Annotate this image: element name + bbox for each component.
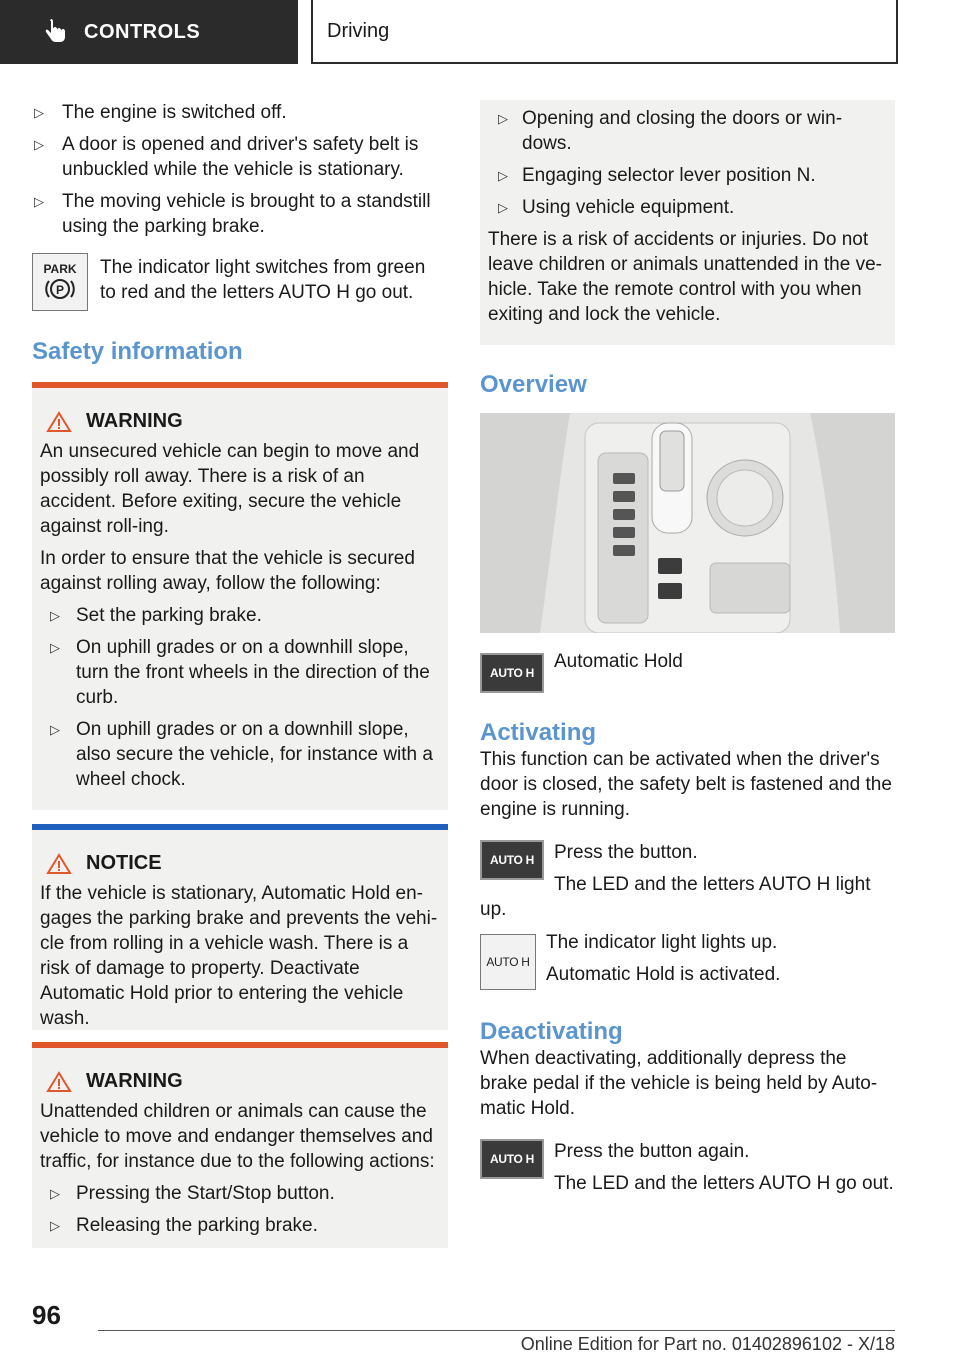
deactivating-step	[480, 1139, 895, 1219]
automatic-hold-row	[480, 653, 895, 693]
triangle-bullet-icon: ▷	[50, 608, 60, 623]
indicator-line-2: Automatic Hold is activated.	[546, 964, 781, 985]
activating-heading: Activating	[480, 719, 597, 746]
indicator-row	[480, 934, 895, 994]
automatic-hold-caption: Automatic Hold	[554, 651, 683, 672]
triangle-bullet-icon: ▷	[50, 722, 60, 737]
section-title: CONTROLS	[84, 20, 201, 43]
list-item: ▷ On uphill grades or on a downhill slope, also secure the vehicle, for instance with a wheel chock.	[50, 719, 433, 790]
footer-edition: Online Edition for Part no. 01402896102 - X/18	[520, 1334, 895, 1354]
activating-step-2: The LED and the letters AUTO H light up.	[480, 874, 871, 920]
warning-list	[40, 603, 440, 792]
triangle-bullet-icon: ▷	[498, 168, 508, 183]
list-item: ▷ Pressing the Start/Stop button.	[50, 1183, 335, 1204]
auto-h-button-icon: AUTO H	[480, 1139, 544, 1179]
overview-heading: Overview	[480, 371, 587, 398]
list-item: ▷ Opening and closing the doors or win-dows.	[498, 108, 843, 154]
list-item: ▷ Releasing the parking brake.	[50, 1215, 318, 1236]
right-column	[480, 100, 895, 1219]
warning-title: WARNING	[86, 410, 183, 432]
safety-information-heading: Safety information	[32, 338, 243, 365]
list-item: ▷ Using vehicle equipment.	[498, 197, 735, 218]
footer-divider	[98, 1330, 895, 1331]
warning-triangle-icon	[46, 1071, 72, 1093]
warning-paragraph: An unsecured vehicle can begin to move and possibly roll away. There is a risk of an accident. Before exiting, secure the vehicle against roll-ing.	[40, 441, 420, 537]
warning-paragraph: Unattended children or animals can cause the vehicle to move and endanger themselves and traffic, for instance due to the following actions:	[40, 1101, 435, 1172]
triangle-bullet-icon: ▷	[50, 1218, 60, 1233]
deactivating-step-1: Press the button again.	[554, 1141, 750, 1162]
notice-paragraph: If the vehicle is stationary, Automatic Hold en-gages the parking brake and prevents the vehi-cle from rolling in a vehicle wash. There is a risk of damage to property. Deactivate Automatic Hold prior to entering the vehicle wash.	[40, 883, 438, 1029]
center-console-image	[480, 413, 895, 633]
triangle-bullet-icon: ▷	[34, 137, 44, 152]
park-indicator-row	[32, 253, 448, 312]
svg-text:P: P	[55, 283, 65, 297]
hand-pointer-icon	[42, 19, 68, 45]
auto-h-indicator-icon: AUTO H	[480, 934, 536, 990]
triangle-bullet-icon: ▷	[34, 194, 44, 209]
warning-continuation-text: There is a risk of accidents or injuries. Do not leave children or animals unattended in the ve-hicle. Take the remote control with you when exiting and lock the vehicle.	[488, 229, 882, 325]
deactivating-heading: Deactivating	[480, 1018, 623, 1045]
list-item: ▷ Engaging selector lever position N.	[498, 165, 816, 186]
deactivating-paragraph: When deactivating, additionally depress the brake pedal if the vehicle is being held by Auto-matic Hold.	[480, 1048, 878, 1119]
indicator-line-1: The indicator light lights up.	[546, 932, 778, 953]
triangle-bullet-icon: ▷	[498, 111, 508, 126]
notice-header	[40, 852, 440, 875]
warning-header	[40, 1070, 440, 1093]
warning-box-2	[32, 1042, 448, 1248]
warning-header	[40, 410, 440, 433]
warning-continuation-list	[488, 106, 887, 220]
triangle-bullet-icon: ▷	[50, 1186, 60, 1201]
indicator-text	[546, 930, 780, 994]
activating-paragraph: This function can be activated when the driver's door is closed, the safety belt is fastened and the engine is running.	[480, 749, 892, 820]
triangle-bullet-icon: ▷	[34, 105, 44, 120]
notice-box	[32, 824, 448, 1030]
auto-h-button-icon: AUTO H	[480, 840, 544, 880]
left-column	[32, 100, 448, 1248]
center-console-illustration	[480, 413, 895, 633]
list-item: ▷ Set the parking brake.	[50, 605, 262, 626]
deactivating-step-2: The LED and the letters AUTO H go out.	[554, 1173, 894, 1194]
deactivation-conditions-list	[32, 100, 448, 239]
activating-step-1: Press the button.	[554, 842, 698, 863]
list-item: ▷ The moving vehicle is brought to a standstill using the parking brake.	[34, 191, 431, 237]
warning-continuation-box	[480, 100, 895, 345]
parking-brake-icon	[45, 276, 75, 302]
warning-paragraph: In order to ensure that the vehicle is secured against rolling away, follow the following:	[40, 548, 415, 594]
warning-list	[40, 1181, 440, 1238]
triangle-bullet-icon: ▷	[498, 200, 508, 215]
notice-triangle-icon	[46, 853, 72, 875]
list-item: ▷ The engine is switched off.	[34, 102, 287, 123]
chapter-tab	[311, 0, 898, 64]
auto-h-button-icon: AUTO H	[480, 653, 544, 693]
activating-step	[480, 840, 895, 922]
triangle-bullet-icon: ▷	[50, 640, 60, 655]
warning-title: WARNING	[86, 1070, 183, 1092]
list-item: ▷ On uphill grades or on a downhill slope, turn the front wheels in the direction of the curb.	[50, 637, 430, 708]
chapter-title: Driving	[327, 19, 390, 42]
list-item: ▷ A door is opened and driver's safety belt is unbuckled while the vehicle is stationary.	[34, 134, 419, 180]
warning-triangle-icon	[46, 411, 72, 433]
notice-title: NOTICE	[86, 852, 162, 874]
warning-box-1	[32, 382, 448, 810]
section-tab	[0, 0, 298, 64]
park-indicator-icon: PARK P	[32, 253, 88, 311]
page-number: 96	[32, 1300, 61, 1330]
park-indicator-text: The indicator light switches from green to red and the letters AUTO H go out.	[100, 257, 426, 303]
